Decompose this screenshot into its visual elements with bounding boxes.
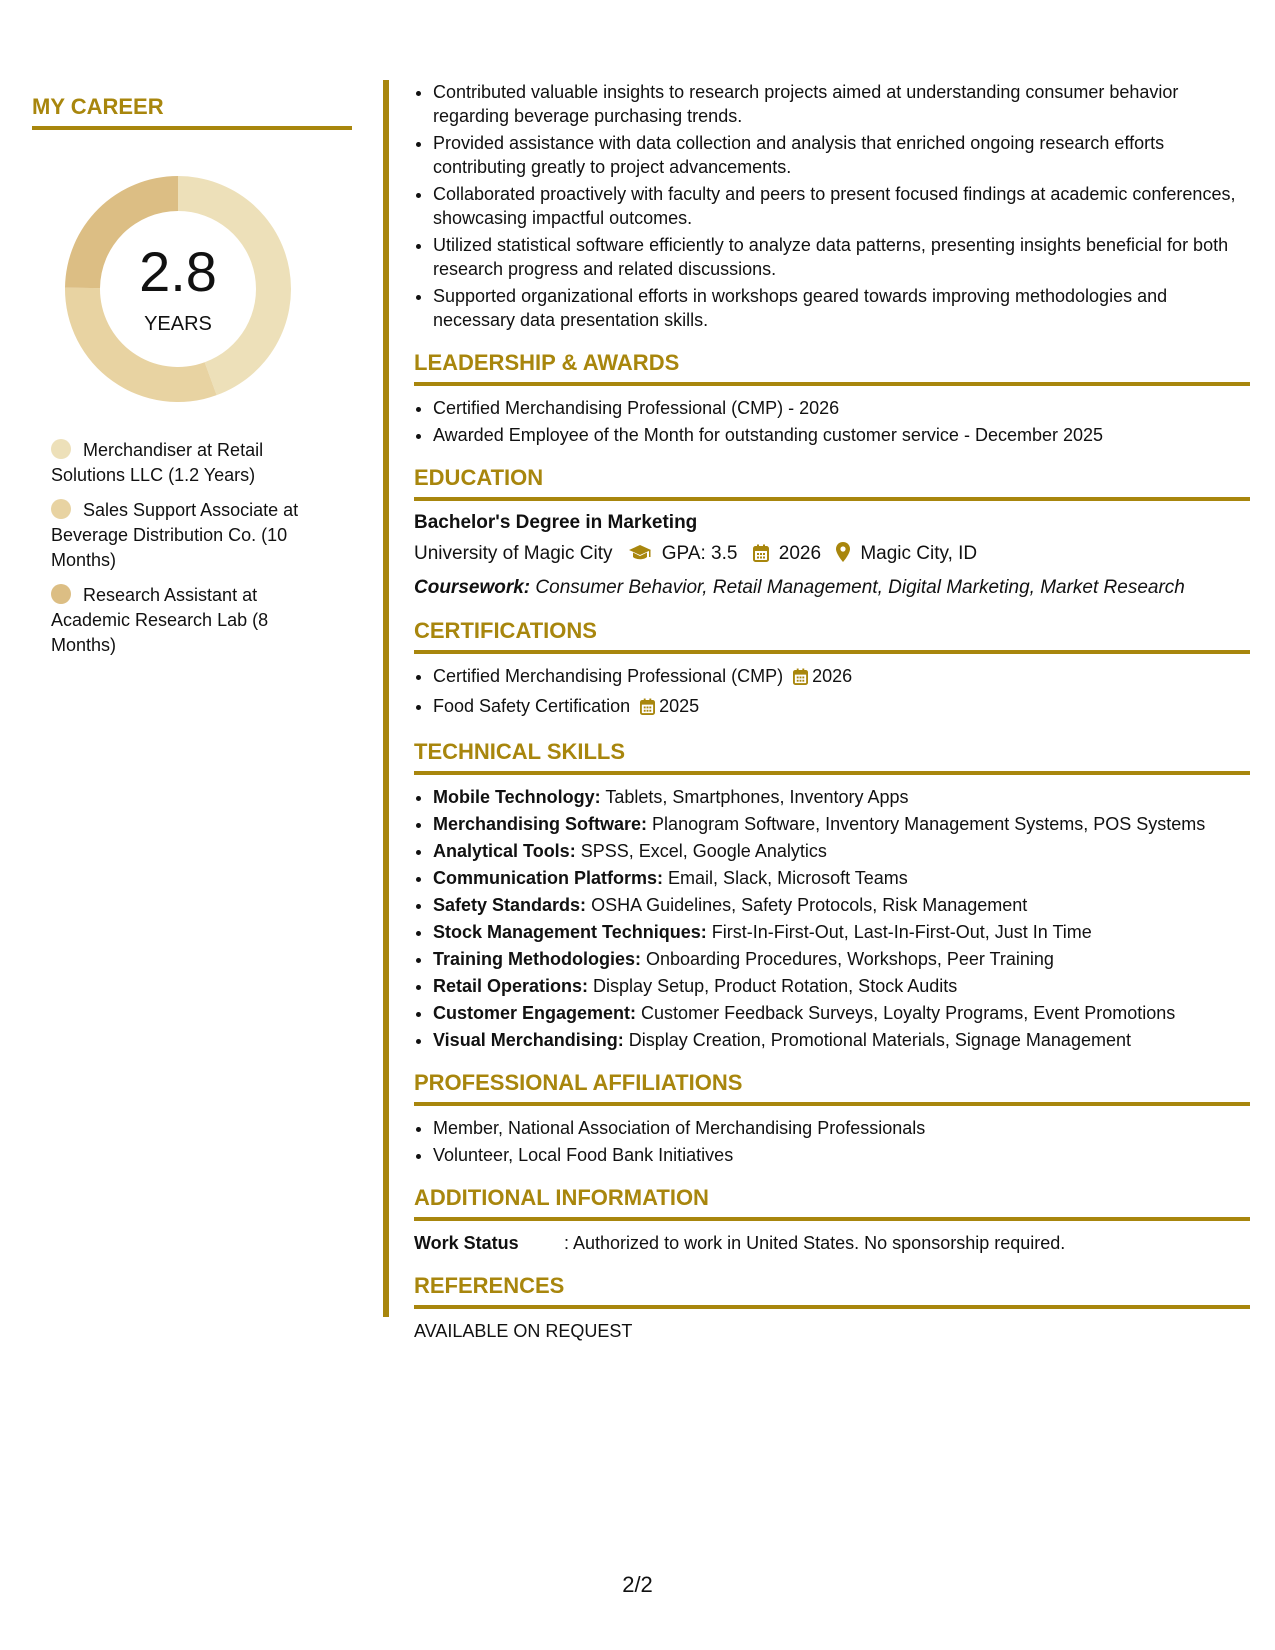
calendar-icon: [793, 667, 808, 691]
skill-values: Tablets, Smartphones, Inventory Apps: [605, 787, 909, 807]
graduation-cap-icon: [628, 544, 652, 569]
skill-item: [433, 920, 1250, 944]
references-section: [414, 1275, 1250, 1343]
education-details: [414, 542, 1250, 569]
skills-section: [414, 741, 1250, 1052]
leadership-item: • Awarded Employee of the Month for outstanding customer service - December 2025: [433, 423, 1250, 447]
education-title: EDUCATION: [414, 467, 1250, 501]
additional-section: [414, 1187, 1250, 1255]
skill-item: [433, 866, 1250, 890]
skill-category: Analytical Tools:: [433, 841, 576, 861]
certification-item: [433, 664, 1250, 691]
career-years-unit: YEARS: [144, 313, 212, 335]
legend-dot: [51, 439, 71, 459]
donut-slice: [65, 288, 217, 402]
coursework-list: Consumer Behavior, Retail Management, Digital Marketing, Market Research: [535, 577, 1185, 598]
work-status-row: [414, 1231, 1250, 1255]
experience-bullet: • Collaborated proactively with faculty and peers to present focused findings at academic conferences, showcasing impactful outcomes.: [433, 182, 1250, 230]
skill-category: Retail Operations:: [433, 976, 589, 996]
skill-category: Merchandising Software:: [433, 814, 648, 834]
education-year: 2026: [778, 543, 822, 564]
skill-item: [433, 1028, 1250, 1052]
certifications-title: CERTIFICATIONS: [414, 620, 1250, 654]
legend-item: [51, 438, 321, 488]
legend-label: Merchandiser at Retail Solutions LLC (1.2 Years): [51, 440, 264, 485]
skill-values: First-In-First-Out, Last-In-First-Out, Just In Time: [711, 922, 1092, 942]
legend-dot: [51, 584, 71, 604]
career-sidebar: [32, 96, 352, 668]
skills-title: TECHNICAL SKILLS: [414, 741, 1250, 775]
skill-category: Customer Engagement:: [433, 1003, 637, 1023]
education-school: University of Magic City: [414, 543, 613, 564]
skill-category: Communication Platforms:: [433, 868, 664, 888]
career-legend: [32, 438, 352, 658]
affiliation-item: • Member, National Association of Merchandising Professionals: [433, 1116, 1250, 1140]
experience-bullet: • Utilized statistical software efficiently to analyze data patterns, presenting insights beneficial for both research progress and related discussions.: [433, 233, 1250, 281]
affiliations-section: [414, 1072, 1250, 1167]
legend-label: Sales Support Associate at Beverage Distribution Co. (10 Months): [51, 500, 299, 570]
legend-dot: [51, 499, 71, 519]
skill-values: Customer Feedback Surveys, Loyalty Programs, Event Promotions: [641, 1003, 1176, 1023]
skill-values: Onboarding Procedures, Workshops, Peer Training: [646, 949, 1054, 969]
references-text: AVAILABLE ON REQUEST: [414, 1321, 633, 1341]
legend-item: [51, 583, 321, 658]
work-status-value: : Authorized to work in United States. No sponsorship required.: [564, 1233, 1066, 1253]
education-location: Magic City, ID: [860, 543, 978, 564]
page-number: 2/2: [622, 1572, 653, 1597]
education-degree: Bachelor's Degree in Marketing: [414, 512, 698, 533]
leadership-section: [414, 352, 1250, 447]
career-donut-chart: [65, 176, 291, 402]
calendar-icon: [640, 697, 655, 721]
skill-values: Planogram Software, Inventory Management Systems, POS Systems: [652, 814, 1206, 834]
legend-item: [51, 498, 321, 573]
additional-title: ADDITIONAL INFORMATION: [414, 1187, 1250, 1221]
career-title: MY CAREER: [32, 96, 352, 130]
leadership-title: LEADERSHIP & AWARDS: [414, 352, 1250, 386]
column-divider: [383, 80, 389, 1317]
skill-values: SPSS, Excel, Google Analytics: [580, 841, 827, 861]
coursework-label: Coursework:: [414, 577, 531, 598]
skill-category: Stock Management Techniques:: [433, 922, 707, 942]
legend-label: Research Assistant at Academic Research Lab (8 Months): [51, 585, 269, 655]
main-content: [414, 80, 1250, 1343]
skill-values: Display Setup, Product Rotation, Stock Audits: [593, 976, 958, 996]
skill-item: [433, 974, 1250, 998]
skill-item: [433, 947, 1250, 971]
affiliations-title: PROFESSIONAL AFFILIATIONS: [414, 1072, 1250, 1106]
references-title: REFERENCES: [414, 1275, 1250, 1309]
certification-year: 2025: [659, 696, 700, 716]
certification-year: 2026: [812, 666, 853, 686]
experience-bullet: • Contributed valuable insights to research projects aimed at understanding consumer behavior regarding beverage purchasing trends.: [433, 80, 1250, 128]
education-section: [414, 467, 1250, 600]
experience-bullets: [414, 80, 1250, 332]
skill-item: [433, 893, 1250, 917]
experience-bullet: • Supported organizational efforts in workshops geared towards improving methodologies and necessary data presentation skills.: [433, 284, 1250, 332]
work-status-label: Work Status: [414, 1233, 519, 1253]
certifications-section: [414, 620, 1250, 721]
skill-category: Mobile Technology:: [433, 787, 601, 807]
skill-values: Display Creation, Promotional Materials, Signage Management: [628, 1030, 1131, 1050]
skill-category: Safety Standards:: [433, 895, 587, 915]
skill-category: Visual Merchandising:: [433, 1030, 624, 1050]
skill-item: [433, 1001, 1250, 1025]
skill-item: [433, 785, 1250, 809]
skill-item: [433, 839, 1250, 863]
skill-values: OSHA Guidelines, Safety Protocols, Risk Management: [591, 895, 1028, 915]
location-pin-icon: [836, 542, 850, 569]
career-total-years: 2.8: [139, 240, 217, 303]
certification-item: [433, 694, 1250, 721]
skill-item: [433, 812, 1250, 836]
certification-name: Food Safety Certification: [433, 696, 631, 716]
calendar-icon: [753, 544, 769, 569]
skill-values: Email, Slack, Microsoft Teams: [668, 868, 908, 888]
skill-category: Training Methodologies:: [433, 949, 641, 969]
experience-bullet: • Provided assistance with data collection and analysis that enriched ongoing research efforts contributing greatly to project advancements.: [433, 131, 1250, 179]
leadership-item: • Certified Merchandising Professional (CMP) - 2026: [433, 396, 1250, 420]
affiliation-item: • Volunteer, Local Food Bank Initiatives: [433, 1143, 1250, 1167]
education-coursework: [414, 576, 1250, 600]
education-gpa: GPA: 3.5: [661, 543, 738, 564]
certification-name: Certified Merchandising Professional (CMP): [433, 666, 784, 686]
